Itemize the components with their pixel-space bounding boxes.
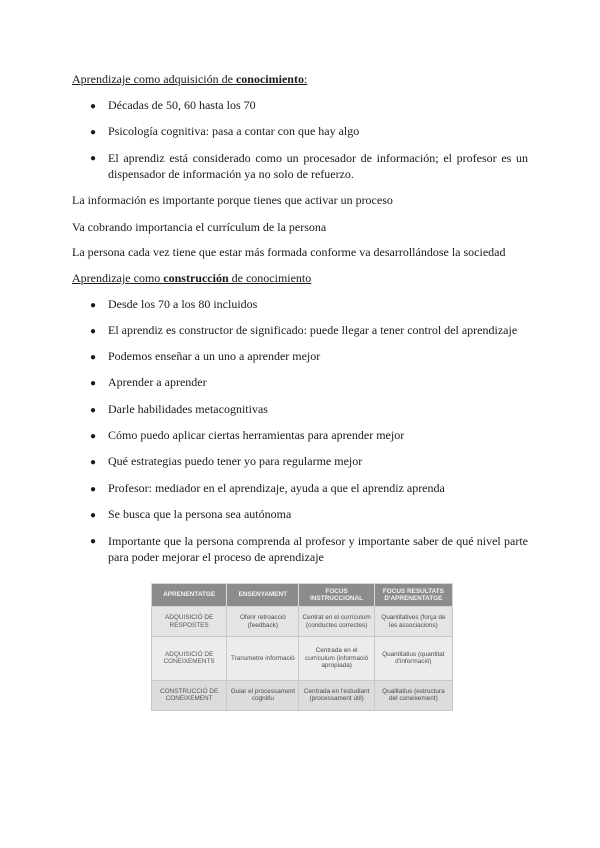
bullet-icon: ● (90, 153, 97, 164)
table-cell: ADQUISICIÓ DE CONEIXEMENTS (152, 637, 227, 680)
list-item: Aprender a aprender (108, 375, 207, 389)
bullet-icon: ● (90, 405, 97, 416)
list-item: El aprendiz está considerado como un procesador de información; el profesor es un dispensador de información ya no solo de refuerzo. (108, 151, 528, 181)
bullet-icon: ● (90, 326, 97, 337)
table-cell: Centrada en l'estudiant (processament útil) (299, 680, 374, 710)
paragraph: Va cobrando importancia el currículum de la persona (72, 220, 327, 234)
table-cell: ADQUISICIÓ DE RESPOSTES (152, 607, 227, 637)
heading-text: Aprendizaje como (72, 271, 164, 285)
list-item: Desde los 70 a los 80 incluidos (108, 297, 258, 311)
list-item: Podemos enseñar a un uno a aprender mejor (108, 349, 321, 363)
learning-paradigms-table (151, 583, 453, 711)
heading-bold-text: conocimiento (235, 72, 304, 86)
list-item: Profesor: mediador en el aprendizaje, ayuda a que el aprendiz aprenda (108, 481, 445, 495)
bullet-icon: ● (90, 431, 97, 442)
table-cell: Centrat en el currículum (conductes correctes) (299, 607, 374, 637)
list-item: Cómo puedo aplicar ciertas herramientas para aprender mejor (108, 428, 405, 442)
table-row (152, 607, 453, 637)
table-header-cell: APRENENTATGE (152, 584, 227, 607)
list-item: Qué estrategias puedo tener yo para regularme mejor (108, 454, 363, 468)
list-item: Importante que la persona comprenda al profesor y importante saber de qué nivel parte para poder mejorar el proceso de aprendizaje (108, 534, 528, 564)
table-header-cell: ENSENYAMENT (227, 584, 299, 607)
table-cell: Quantitatives (força de les associacions) (374, 607, 452, 637)
table-cell: Transmetre informació (227, 637, 299, 680)
paragraph: La persona cada vez tiene que estar más formada conforme va desarrollándose la sociedad (72, 245, 506, 259)
bullet-icon: ● (90, 101, 97, 112)
bullet-icon: ● (90, 127, 97, 138)
bullet-icon: ● (90, 536, 97, 547)
bullet-icon: ● (90, 300, 97, 311)
bullet-icon: ● (90, 457, 97, 468)
table-cell: Guiar el processament cognitiu (227, 680, 299, 710)
table-cell: Oferir retroacció (feedback) (227, 607, 299, 637)
bullet-icon: ● (90, 484, 97, 495)
table-row (152, 680, 453, 710)
section-heading-acquisition (72, 72, 307, 87)
bullet-icon: ● (90, 352, 97, 363)
heading-text: de conocimiento (228, 271, 312, 285)
learning-paradigms-table-image (151, 583, 453, 711)
table-header-cell: FOCUS INSTRUCCIONAL (299, 584, 374, 607)
table-cell: Quantitatius (quantitat d'informació) (374, 637, 452, 680)
table-cell: Qualitatius (estructura del coneixement) (374, 680, 452, 710)
list-item: Darle habilidades metacognitivas (108, 402, 268, 416)
paragraph: La información es importante porque tienes que activar un proceso (72, 193, 393, 207)
list-item: Décadas de 50, 60 hasta los 70 (108, 98, 256, 112)
heading-text: : (303, 72, 308, 86)
table-cell: CONSTRUCCIÓ DE CONEIXEMENT (152, 680, 227, 710)
table-cell: Centrada en el currículum (informació apropiada) (299, 637, 374, 680)
table-header-cell: FOCUS RESULTATS D'APRENENTATGE (374, 584, 452, 607)
bullet-icon: ● (90, 378, 97, 389)
list-item: Psicología cognitiva: pasa a contar con que hay algo (108, 124, 360, 138)
section-heading-construction (72, 271, 311, 286)
heading-text: Aprendizaje como adquisición de (72, 72, 236, 86)
bullet-icon: ● (90, 510, 97, 521)
list-item: Se busca que la persona sea autónoma (108, 507, 292, 521)
list-item: El aprendiz es constructor de significado: puede llegar a tener control del aprendizaje (108, 323, 518, 337)
table-row (152, 637, 453, 680)
heading-bold-text: construcción (163, 271, 229, 285)
table-header-row (152, 584, 453, 607)
